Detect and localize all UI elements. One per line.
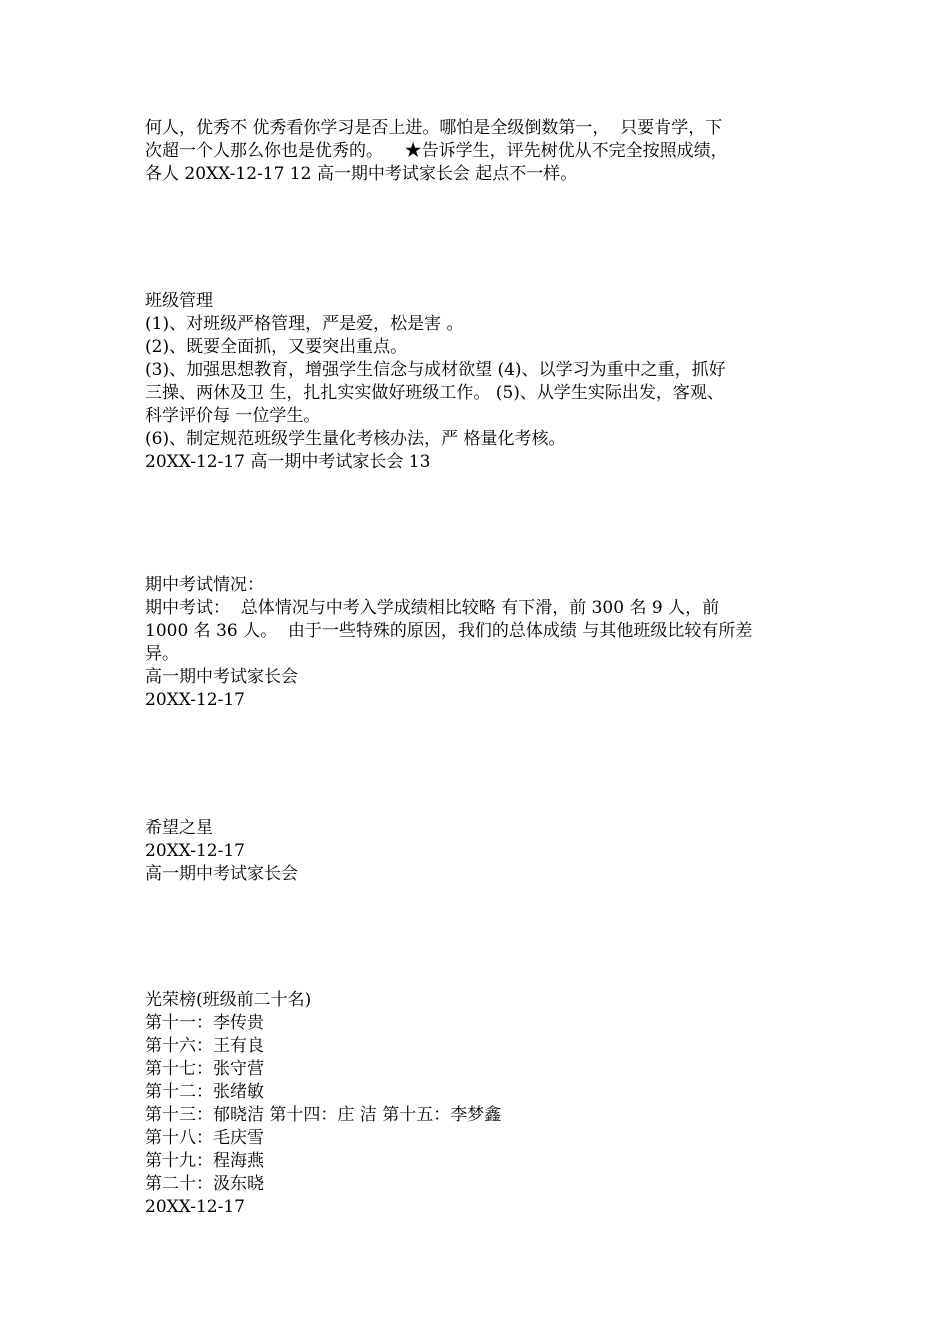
list-item: 第十二：张绪敏 <box>145 1082 264 1102</box>
intro-paragraph <box>145 117 810 186</box>
footer-line: 高一期中考试家长会 <box>145 667 298 687</box>
date-line: 20XX-12-17 <box>145 1197 245 1217</box>
date-line: 20XX-12-17 <box>145 690 245 710</box>
footer-line: 20XX-12-17 高一期中考试家长会 13 <box>145 452 431 472</box>
text-line: 异。 <box>145 644 179 664</box>
honor-roll-section <box>145 989 810 1219</box>
text-line: (6)、制定规范班级学生量化考核办法，严 格量化考核。 <box>145 429 566 449</box>
hope-star-section <box>145 817 810 886</box>
footer-line: 高一期中考试家长会 <box>145 864 298 884</box>
section-title: 班级管理 <box>145 291 213 311</box>
text-line: 次超一个人那么你也是优秀的。 ★告诉学生，评先树优从不完全按照成绩， <box>145 141 728 161</box>
text-line: 三操、两休及卫 生，扎扎实实做好班级工作。 (5)、从学生实际出发，客观、 <box>145 383 724 403</box>
section-title: 希望之星 <box>145 818 213 838</box>
text-line: 1000 名 36 人。 由于一些特殊的原因，我们的总体成绩 与其他班级比较有所差 <box>145 621 753 641</box>
section-title: 期中考试情况： <box>145 575 264 595</box>
list-item: 第十七：张守营 <box>145 1059 264 1079</box>
text-line: (1)、对班级严格管理，严是爱，松是害 。 <box>145 314 464 334</box>
text-line: (3)、加强思想教育，增强学生信念与成材欲望 (4)、以学习为重中之重，抓好 <box>145 360 726 380</box>
date-line: 20XX-12-17 <box>145 841 245 861</box>
list-item: 第十三：郁晓洁 第十四：庄 洁 第十五：李梦鑫 <box>145 1105 502 1125</box>
list-item: 第十六：王有良 <box>145 1036 264 1056</box>
class-management-section <box>145 290 810 474</box>
text-line: 各人 20XX-12-17 12 高一期中考试家长会 起点不一样。 <box>145 164 578 184</box>
list-item: 第十一：李传贵 <box>145 1013 264 1033</box>
midterm-exam-section <box>145 574 810 712</box>
text-line: 科学评价每 一位学生。 <box>145 406 321 426</box>
text-line: 何人，优秀不 优秀看你学习是否上进。哪怕是全级倒数第一， 只要肯学，下 <box>145 118 723 138</box>
text-line: (2)、既要全面抓，又要突出重点。 <box>145 337 408 357</box>
list-item: 第二十：汲东晓 <box>145 1174 264 1194</box>
list-item: 第十九：程海燕 <box>145 1151 264 1171</box>
list-item: 第十八：毛庆雪 <box>145 1128 264 1148</box>
text-line: 期中考试： 总体情况与中考入学成绩相比较略 有下滑，前 300 名 9 人，前 <box>145 598 720 618</box>
section-title: 光荣榜(班级前二十名) <box>145 990 312 1010</box>
